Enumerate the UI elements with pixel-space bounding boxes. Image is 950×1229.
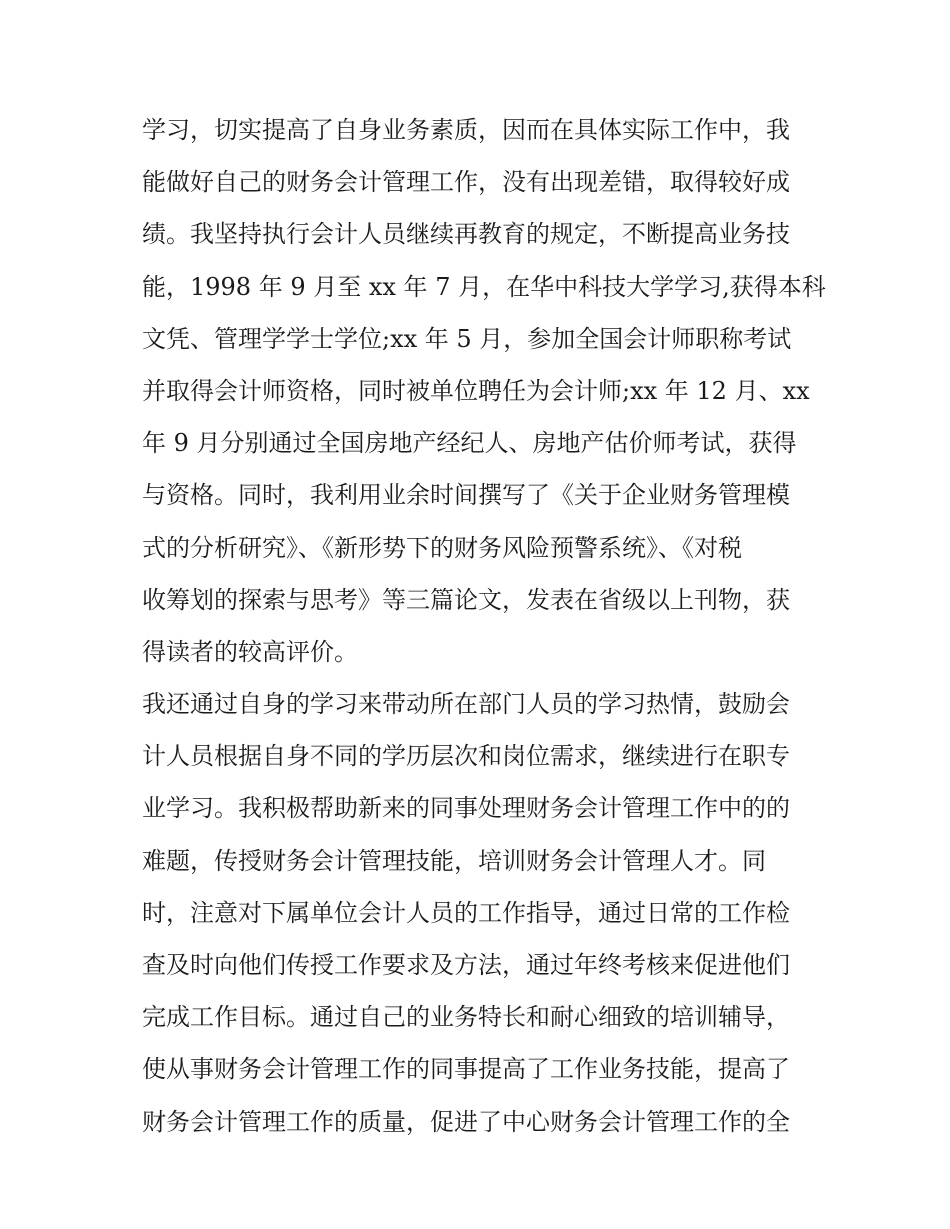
text-line: 学习，切实提高了自身业务素质，因而在具体实际工作中，我 <box>142 116 790 144</box>
text-line: 计人员根据自身不同的学历层次和岗位需求，继续进行在职专 <box>142 742 790 771</box>
text-line: 收筹划的探索与思考》等三篇论文，发表在省级以上刊物，获 <box>142 585 790 614</box>
text-line: 能做好自己的财务会计管理工作，没有出现差错，取得较好成 <box>142 168 790 197</box>
text-line: 业学习。我积极帮助新来的同事处理财务会计管理工作中的的 <box>142 794 790 823</box>
text-line: 能，1998 年 9 月至 xx 年 7 月，在华中科技大学学习,获得本科 <box>142 272 826 301</box>
text-line: 得读者的较高评价。 <box>142 637 358 666</box>
text-line: 年 9 月分别通过全国房地产经纪人、房地产估价师考试，获得 <box>142 429 797 458</box>
text-line: 绩。我坚持执行会计人员继续再教育的规定，不断提高业务技 <box>142 220 790 249</box>
text-line: 难题，传授财务会计管理技能，培训财务会计管理人才。同 <box>142 846 766 875</box>
text-line: 我还通过自身的学习来带动所在部门人员的学习热情，鼓励会 <box>142 690 790 719</box>
text-line: 并取得会计师资格，同时被单位聘任为会计师;xx 年 12 月、xx <box>142 376 810 405</box>
text-line: 财务会计管理工作的质量，促进了中心财务会计管理工作的全 <box>142 1107 790 1136</box>
text-line: 查及时向他们传授工作要求及方法，通过年终考核来促进他们 <box>142 951 790 979</box>
text-line: 使从事财务会计管理工作的同事提高了工作业务技能，提高了 <box>142 1055 790 1084</box>
document-body <box>142 104 826 1148</box>
text-line: 时，注意对下属单位会计人员的工作指导，通过日常的工作检 <box>142 898 790 927</box>
text-line: 与资格。同时，我利用业余时间撰写了《关于企业财务管理模 <box>142 481 790 510</box>
text-line: 文凭、管理学学士学位;xx 年 5 月，参加全国会计师职称考试 <box>142 324 792 353</box>
text-line: 式的分析研究》、《新形势下的财务风险预警系统》、《对税 <box>142 533 742 562</box>
text-line: 完成工作目标。通过自己的业务特长和耐心细致的培训辅导， <box>142 1003 790 1032</box>
